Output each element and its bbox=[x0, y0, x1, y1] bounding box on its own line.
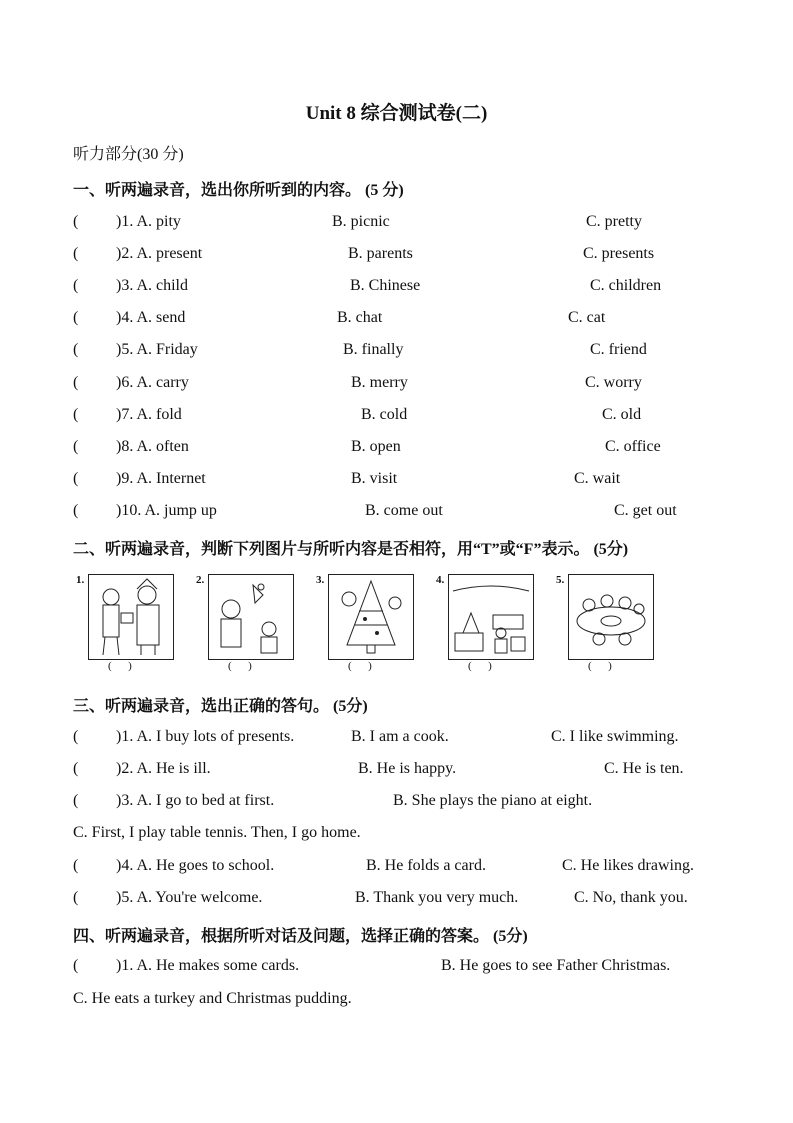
answer-paren: ( bbox=[73, 374, 79, 391]
answer-blank: ( ) bbox=[348, 660, 372, 672]
question-option-b: B. open bbox=[351, 438, 401, 455]
answer-blank: ( ) bbox=[588, 660, 612, 672]
answer-blank: ( ) bbox=[468, 660, 492, 672]
picture-1 bbox=[76, 572, 196, 672]
question-option-c: C. He is ten. bbox=[604, 760, 684, 777]
picture-number: 2. bbox=[196, 574, 205, 586]
question-option-a: )7. A. fold bbox=[116, 406, 182, 423]
christmas-dinner-picture-icon bbox=[568, 574, 654, 660]
question-option-b: B. come out bbox=[365, 502, 443, 519]
answer-paren: ( bbox=[73, 857, 79, 874]
question-option-b: B. chat bbox=[337, 309, 383, 326]
question-option-c: C. pretty bbox=[586, 213, 642, 230]
answer-paren: ( bbox=[73, 245, 79, 262]
question-option-c: C. get out bbox=[614, 502, 677, 519]
picture-row bbox=[76, 572, 676, 682]
question-option-c: C. presents bbox=[583, 245, 655, 262]
shop-window-picture-icon bbox=[448, 574, 534, 660]
picture-4 bbox=[436, 572, 556, 672]
question-option-c: C. old bbox=[602, 406, 642, 423]
picture-number: 5. bbox=[556, 574, 565, 586]
question-option-b: B. finally bbox=[343, 341, 404, 358]
question-option-c: C. wait bbox=[574, 470, 621, 487]
section-4-heading: 四、听两遍录音，根据所听对话及问题，选择正确的答案。 (5分) bbox=[73, 928, 528, 945]
question-option-b: B. I am a cook. bbox=[351, 728, 449, 745]
question-option-c: C. worry bbox=[585, 374, 642, 391]
question-option-b: B. cold bbox=[361, 406, 408, 423]
answer-blank: ( ) bbox=[108, 660, 132, 672]
question-option-a: )3. A. child bbox=[116, 277, 188, 294]
question-option-c: C. I like swimming. bbox=[551, 728, 679, 745]
picture-number: 1. bbox=[76, 574, 85, 586]
question-option-a: )2. A. He is ill. bbox=[116, 760, 211, 777]
question-option-b: B. Chinese bbox=[350, 277, 421, 294]
question-option-b: B. He goes to see Father Christmas. bbox=[441, 957, 671, 974]
answer-paren: ( bbox=[73, 760, 79, 777]
answer-paren: ( bbox=[73, 213, 79, 230]
section-4-continuation: C. He eats a turkey and Christmas pudding. bbox=[73, 990, 352, 1007]
question-option-a: )5. A. Friday bbox=[116, 341, 198, 358]
question-option-a: )2. A. present bbox=[116, 245, 203, 262]
children-card-picture-icon bbox=[208, 574, 294, 660]
answer-paren: ( bbox=[73, 957, 79, 974]
question-option-a: )4. A. send bbox=[116, 309, 186, 326]
question-option-a: )9. A. Internet bbox=[116, 470, 206, 487]
question-option-a: )1. A. pity bbox=[116, 213, 181, 230]
answer-blank: ( ) bbox=[228, 660, 252, 672]
question-option-a: )4. A. He goes to school. bbox=[116, 857, 275, 874]
answer-paren: ( bbox=[73, 309, 79, 326]
picture-number: 4. bbox=[436, 574, 445, 586]
question-option-a: )10. A. jump up bbox=[116, 502, 217, 519]
question-option-b: B. She plays the piano at eight. bbox=[393, 792, 593, 809]
question-option-b: B. He folds a card. bbox=[366, 857, 486, 874]
question-option-a: )1. A. He makes some cards. bbox=[116, 957, 300, 974]
answer-paren: ( bbox=[73, 889, 79, 906]
picture-3 bbox=[316, 572, 436, 672]
picture-5 bbox=[556, 572, 676, 672]
section-2-heading: 二、听两遍录音，判断下列图片与所听内容是否相符，用“T”或“F”表示。 (5分) bbox=[73, 541, 629, 558]
question-option-c: C. friend bbox=[590, 341, 647, 358]
question-option-b: B. visit bbox=[351, 470, 398, 487]
question-option-c: C. children bbox=[590, 277, 662, 294]
section-3-heading: 三、听两遍录音，选出正确的答句。 (5分) bbox=[73, 698, 368, 715]
question-option-a: )3. A. I go to bed at first. bbox=[116, 792, 275, 809]
question-option-b: B. merry bbox=[351, 374, 408, 391]
answer-paren: ( bbox=[73, 438, 79, 455]
question-option-c: C. cat bbox=[568, 309, 606, 326]
answer-paren: ( bbox=[73, 277, 79, 294]
answer-paren: ( bbox=[73, 502, 79, 519]
picture-2 bbox=[196, 572, 316, 672]
answer-paren: ( bbox=[73, 792, 79, 809]
question-option-b: B. picnic bbox=[332, 213, 390, 230]
question-option-b: B. parents bbox=[348, 245, 413, 262]
question-option-b: B. Thank you very much. bbox=[355, 889, 519, 906]
question-option-a: )5. A. You're welcome. bbox=[116, 889, 263, 906]
answer-paren: ( bbox=[73, 470, 79, 487]
listening-header: 听力部分(30 分) bbox=[73, 146, 184, 163]
question-option-a: )1. A. I buy lots of presents. bbox=[116, 728, 295, 745]
christmas-tree-picture-icon bbox=[328, 574, 414, 660]
question-option-c: C. office bbox=[605, 438, 661, 455]
section-3-continuation: C. First, I play table tennis. Then, I go home. bbox=[73, 824, 361, 841]
question-option-c: C. He likes drawing. bbox=[562, 857, 694, 874]
santa-gift-picture-icon bbox=[88, 574, 174, 660]
question-option-c: C. No, thank you. bbox=[574, 889, 688, 906]
question-option-a: )6. A. carry bbox=[116, 374, 189, 391]
section-1-heading: 一、听两遍录音，选出你所听到的内容。 (5 分) bbox=[73, 182, 404, 199]
page-title: Unit 8 综合测试卷(二) bbox=[305, 103, 488, 124]
picture-number: 3. bbox=[316, 574, 325, 586]
answer-paren: ( bbox=[73, 341, 79, 358]
question-option-b: B. He is happy. bbox=[358, 760, 457, 777]
answer-paren: ( bbox=[73, 728, 79, 745]
question-option-a: )8. A. often bbox=[116, 438, 189, 455]
answer-paren: ( bbox=[73, 406, 79, 423]
